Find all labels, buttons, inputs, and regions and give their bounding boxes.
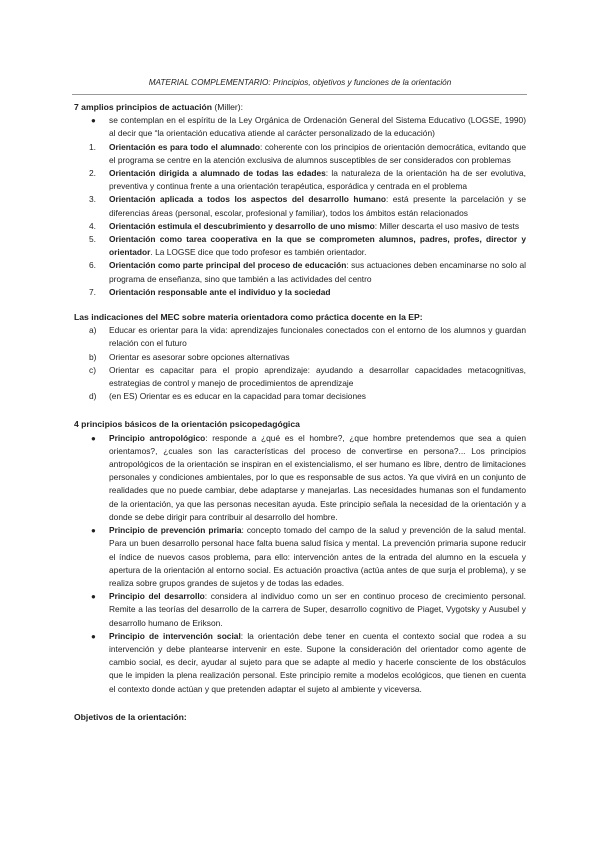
list-item [74,324,526,350]
list-item [74,364,526,390]
numbered-principles-list [74,141,526,299]
principles-bullet-list [74,432,526,696]
item-text: : la naturaleza de la orientación ha de ser evolutiva, preventiva y continua frente a una orientación terapéutica, esporádica y centrada en el problema [109,168,526,192]
item-lead: Orientación es para todo el alumnado [109,141,260,152]
list-item [74,351,526,364]
page-header-title: MATERIAL COMPLEMENTARIO: Principios, objetivos y funciones de la orientación [148,78,452,87]
bullet-icon: ● [91,433,96,443]
item-lead: Orientación estimula el descubrimiento y desarrollo de uno mismo [109,220,375,231]
section-heading-objetivos: Objetivos de la orientación: [74,711,187,722]
list-item [74,590,526,630]
item-letter: a) [89,325,97,336]
list-item [74,390,526,403]
item-letter: b) [89,351,97,362]
item-number: 5. [89,234,96,245]
bullet-icon: ● [91,116,96,126]
item-text: : coherente con los principios de orientación democrática, evitando que el programa se centre en la atención exclusiva de alumnos susceptibles de ser considerados con problemas [109,141,526,165]
item-letter: c) [89,364,96,375]
section-spacer [74,299,526,311]
list-item [74,630,526,696]
item-text: : Miller descarta el uso masivo de tests [374,220,520,231]
list-item [74,114,526,140]
item-text: : está presente la parcelación y se diferencias áreas (personal, escolar, profesional y familiar), todos los ámbitos están relacionados [109,194,526,218]
list-item [74,432,526,524]
item-lead: Orientación aplicada a todos los aspectos del desarrollo humano [109,194,386,205]
item-number: 4. [89,220,96,231]
heading-note: (Miller): [212,102,244,112]
document-body [74,101,526,724]
item-number: 3. [89,194,96,205]
item-number: 2. [89,168,96,179]
item-number: 6. [89,260,96,271]
item-text: Orientar es capacitar para el propio aprendizaje: ayudando a desarrollar capacidades metacognitivas, estrategias de control y manejo de procedimientos de aprendizaje [109,364,526,389]
list-item [74,524,526,590]
intro-text: se contemplan en el espíritu de la Ley Orgánica de Ordenación General del Sistema Educativo (LOGSE, 1990) al decir que “la orientación educativa atiende al carácter personalizado de la educación) [109,115,526,139]
bullet-icon: ● [91,631,96,641]
item-text: : responde a ¿qué es el hombre?, ¿que hombre pretendemos que sea a quien orientamos?, ¿cuales son las características del proceso de convertirse en persona?... Los principios antropológicos de la orientación se inspiran en el existencialismo, el ser humano es libre, dentro de limitaciones personales y condiciones ambientales, por lo que es responsable de sus actos. Ya que vivirá en un conjunto de realidades que no puede cambiar, debe adaptarse y manejarlas. Las necesidades humanas son el fundamento de la orientación, ya que las personas necesitan ayuda. Este principio señala la necesidad de la orientación y a donde se debe dirigir para contribuir al desarrollo del hombre. [109,432,526,522]
section-heading-principios-actuacion [74,101,526,114]
item-text: : la orientación debe tener en cuenta el contexto social que rodea a su intervención y debe plantearse intervenir en este. Supone la consideración del orientador como agente de cambio social, es decir, ayudar al sujeto para que se adapte al medio y hacerle consciente de los obstáculos que le impiden la plena realización personal. Este principio remite a modelos ecológicos, que tienen en cuenta el contexto donde actúan y que pretenden adaptar el sujeto al ambiente y viceversa. [109,630,527,694]
item-text: (en ES) Orientar es es educar en la capacidad para tomar decisiones [109,391,366,402]
list-item [74,233,526,259]
heading-text: 7 amplios principios de actuación [74,102,213,112]
item-lead: Principio de intervención social [109,630,241,641]
intro-bullet-list [74,114,526,140]
item-text: : sus actuaciones deben encaminarse no solo al programa de enseñanza, sino que también a las actividades del centro [109,260,527,284]
section-spacer [74,696,526,711]
list-item [74,259,526,285]
section-spacer [74,403,526,418]
item-text: . La LOGSE dice que todo profesor es también orientador. [150,247,367,258]
list-item [74,141,526,167]
item-text: Orientar es asesorar sobre opciones alternativas [109,351,290,362]
section-heading-indicaciones-mec: Las indicaciones del MEC sobre materia orientadora como práctica docente en la EP: [74,312,423,323]
header-divider [72,94,527,95]
bullet-icon: ● [91,526,96,536]
item-text: : concepto tomado del campo de la salud y prevención de la salud mental. Para un buen desarrollo personal hace falta buena salud física y mental. La prevención primaria supone reducir el índice de nuevos casos problema, para ello: intervención antes de la entrada del alumno en la escuela y apertura de la orientación al entorno social. Es actuación proactiva (actúa antes de que surja el problema), y se realiza sobre grupos grandes de sujetos y de todas las edades. [109,525,526,588]
list-item [74,167,526,193]
item-text: : considera al individuo como un ser en continuo proceso de crecimiento personal. Remite a las teorías del desarrollo de la carrera de Super, desarrollo cognitivo de Piaget, Vygotsky y Ausubel y desarrollo humano de Erikson. [109,591,527,628]
list-item [74,220,526,233]
list-item [74,193,526,219]
item-lead: Orientación responsable ante el individuo y la sociedad [109,286,331,297]
item-number: 1. [89,141,96,152]
section-heading-principios-basicos: 4 principios básicos de la orientación psicopedagógica [74,419,300,430]
item-letter: d) [89,391,97,402]
item-text: Educar es orientar para la vida: aprendizajes funcionales conectados con el entorno de los alumnos y guardan relación con el futuro [109,325,526,349]
item-lead: Principio del desarrollo [109,591,205,602]
lettered-list [74,324,526,403]
item-number: 7. [89,286,96,297]
list-item [74,286,526,299]
item-lead: Orientación como parte principal del proceso de educación [109,260,347,271]
item-lead: Orientación como tarea cooperativa en la que se comprometen alumnos, padres, profes, director y orientador [109,234,526,258]
item-lead: Principio antropológico [109,432,206,443]
item-lead: Principio de prevención primaria [109,525,242,536]
item-lead: Orientación dirigida a alumnado de todas las edades [109,168,326,179]
bullet-icon: ● [91,592,96,602]
